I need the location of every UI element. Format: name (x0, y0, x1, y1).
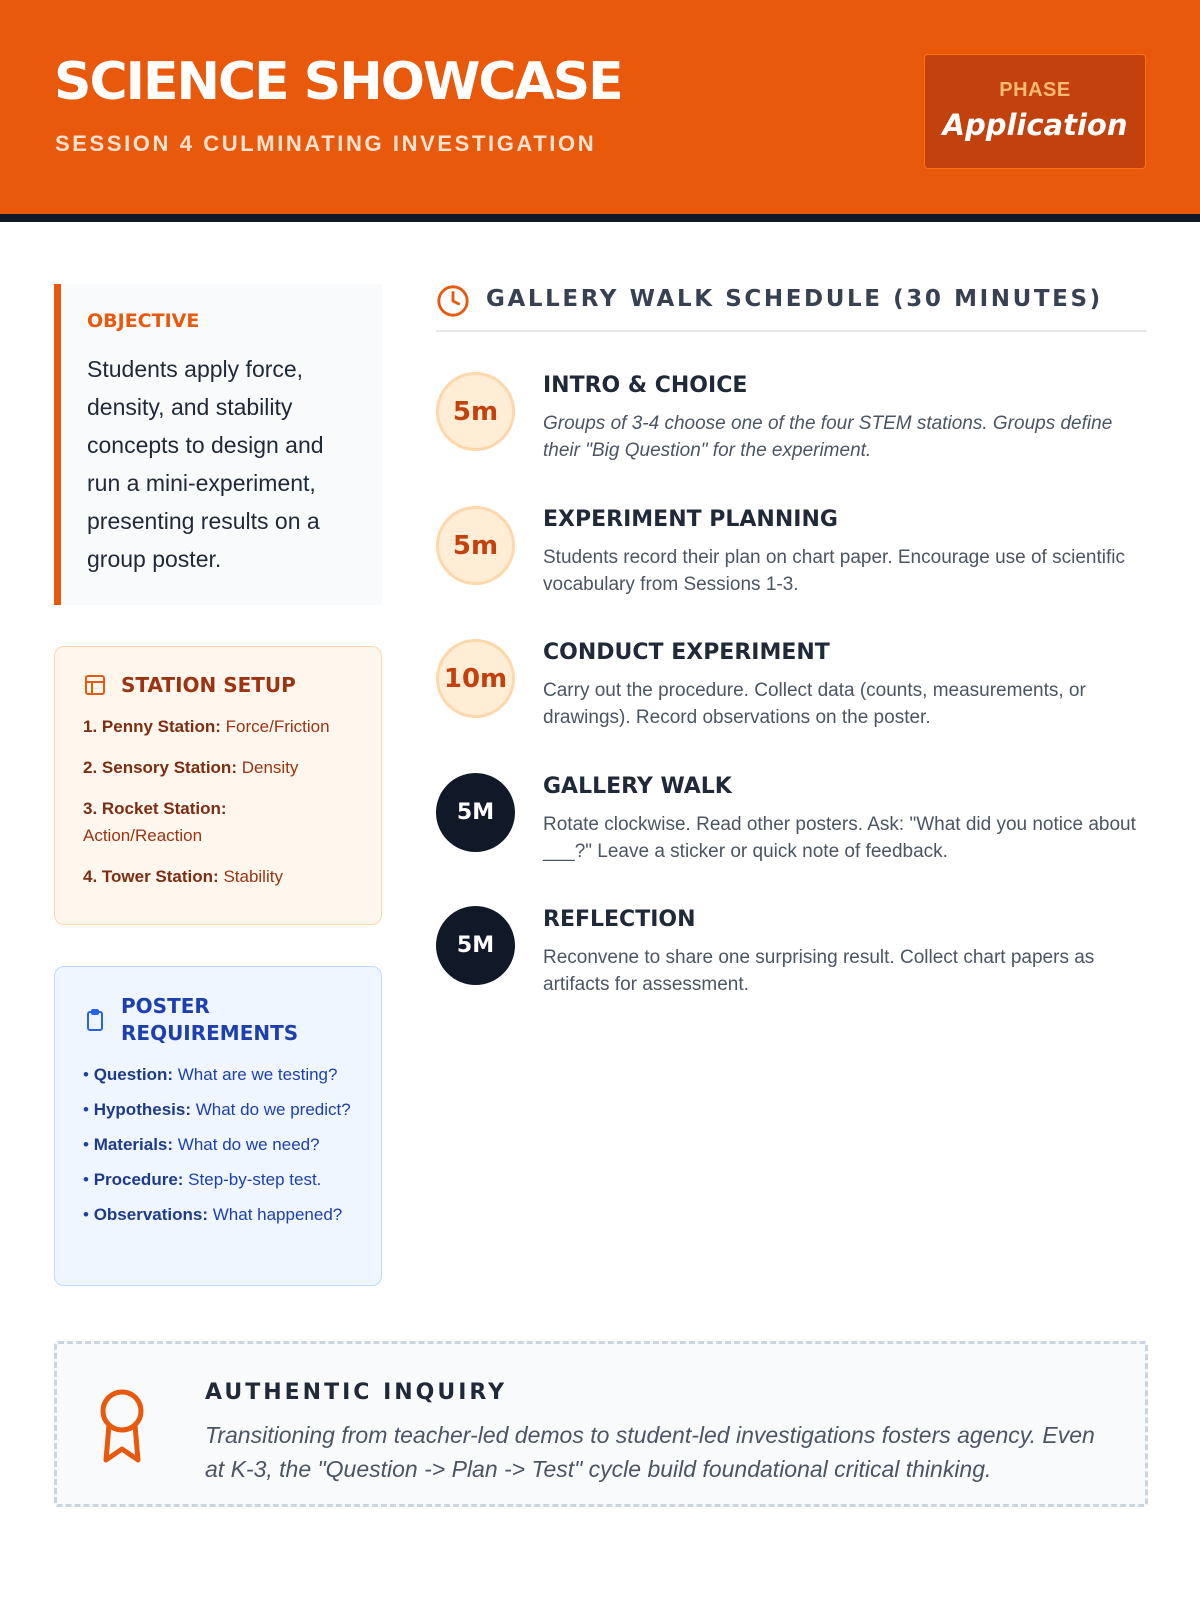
step-title: REFLECTION (543, 907, 696, 932)
step-duration-badge: 5M (436, 906, 515, 985)
step-description: Reconvene to share one surprising result. Collect chart papers as artifacts for assessment. (543, 947, 1095, 995)
schedule-step (436, 906, 1147, 1026)
list-item: • Question: What are we testing? (83, 1065, 338, 1084)
phase-label: PHASE (999, 79, 1071, 101)
step-description: Groups of 3-4 choose one of the four STEM stations. Groups define their "Big Question" for the experiment. (543, 413, 1113, 461)
station-list (83, 713, 361, 890)
schedule-header (436, 284, 1147, 332)
requirement-name: Procedure: (93, 1170, 184, 1189)
station-topic: Stability (223, 867, 283, 886)
requirement-name: Observations: (93, 1205, 208, 1224)
requirement-prompt: What do we predict? (195, 1100, 351, 1119)
list-item (83, 713, 361, 740)
schedule-step (436, 639, 1147, 759)
station-setup-card (54, 646, 382, 925)
requirement-name: Hypothesis: (93, 1100, 191, 1119)
list-item (83, 863, 361, 890)
step-description: Students record their plan on chart paper. Encourage use of scientific vocabulary from Sessions 1-3. (543, 547, 1125, 595)
station-setup-title: STATION SETUP (121, 673, 296, 697)
list-item (83, 795, 361, 849)
objective-text: Students apply force, density, and stability concepts to design and run a mini-experiment, presenting results on a group poster. (87, 356, 324, 572)
schedule-step (436, 773, 1147, 893)
callout-text: Transitioning from teacher-led demos to student-led investigations fosters agency. Even at K-3, the "Question -> Plan -> Test" cycle build foundational critical thinking. (205, 1422, 1095, 1482)
schedule-title: GALLERY WALK SCHEDULE (30 MINUTES) (486, 286, 1103, 312)
station-setup-header (83, 673, 361, 697)
list-item: • Procedure: Step-by-step test. (83, 1170, 322, 1189)
layout-icon (83, 673, 107, 697)
list-item: • Materials: What do we need? (83, 1135, 320, 1154)
step-description: Carry out the procedure. Collect data (counts, measurements, or drawings). Record observations on the poster. (543, 680, 1086, 728)
list-item (83, 754, 361, 781)
page-title: SCIENCE SHOWCASE (54, 52, 622, 112)
requirement-name: Question: (93, 1065, 174, 1084)
poster-requirements-list (83, 1061, 361, 1228)
step-title: INTRO & CHOICE (543, 373, 748, 398)
list-item: • Observations: What happened? (83, 1205, 343, 1224)
objective-card (54, 284, 382, 605)
station-name: 3. Rocket Station: (83, 799, 227, 818)
step-duration-badge: 5M (436, 773, 515, 852)
station-topic: Force/Friction (225, 717, 330, 736)
award-ribbon-icon (97, 1388, 147, 1464)
objective-label: OBJECTIVE (87, 310, 200, 332)
station-topic: Action/Reaction (83, 826, 203, 845)
requirement-prompt: What happened? (212, 1205, 343, 1224)
requirement-prompt: Step-by-step test. (188, 1170, 322, 1189)
requirement-prompt: What are we testing? (177, 1065, 338, 1084)
callout-title: AUTHENTIC INQUIRY (205, 1380, 508, 1405)
phase-badge (924, 54, 1146, 169)
poster-requirements-header (83, 993, 361, 1047)
step-title: CONDUCT EXPERIMENT (543, 640, 830, 665)
step-title: EXPERIMENT PLANNING (543, 507, 838, 532)
step-duration-badge: 10m (436, 639, 515, 718)
clock-icon (436, 284, 470, 318)
requirement-prompt: What do we need? (177, 1135, 320, 1154)
station-name: 2. Sensory Station: (83, 758, 237, 777)
schedule-step (436, 372, 1147, 492)
step-duration-badge: 5m (436, 506, 515, 585)
page-subtitle: SESSION 4 CULMINATING INVESTIGATION (55, 131, 597, 156)
station-name: 1. Penny Station: (83, 717, 221, 736)
phase-value: Application (942, 108, 1128, 142)
step-description: Rotate clockwise. Read other posters. Ask: "What did you notice about ___?" Leave a sticker or quick note of feedback. (543, 814, 1136, 862)
list-item: • Hypothesis: What do we predict? (83, 1100, 351, 1119)
requirement-name: Materials: (93, 1135, 174, 1154)
poster-requirements-title: POSTER REQUIREMENTS (121, 994, 299, 1045)
station-topic: Density (241, 758, 299, 777)
clipboard-icon (83, 1008, 107, 1032)
poster-requirements-card (54, 966, 382, 1286)
header-banner (0, 0, 1200, 222)
step-duration-badge: 5m (436, 372, 515, 451)
authentic-inquiry-callout (54, 1341, 1148, 1507)
step-title: GALLERY WALK (543, 774, 732, 799)
station-name: 4. Tower Station: (83, 867, 219, 886)
schedule-step (436, 506, 1147, 626)
